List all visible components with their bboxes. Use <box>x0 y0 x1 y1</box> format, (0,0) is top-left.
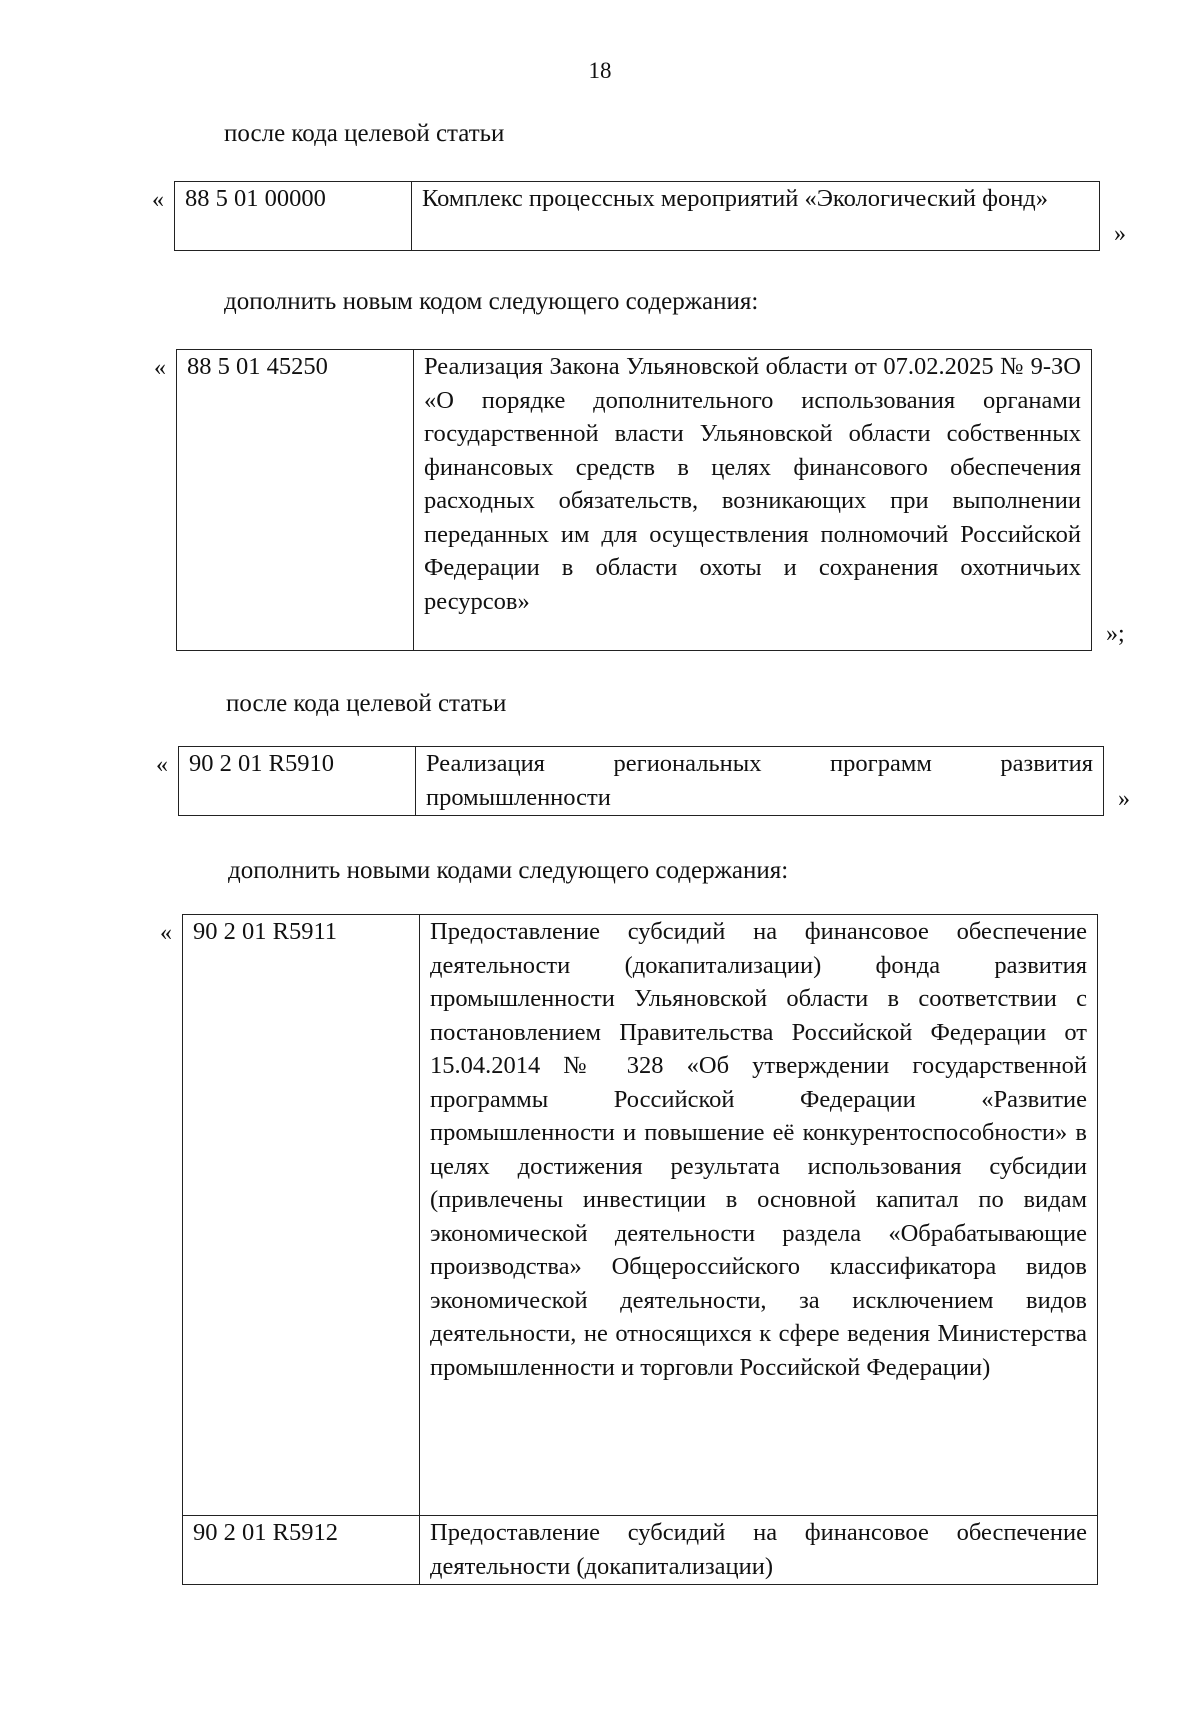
opening-quote: « <box>160 920 172 946</box>
table-row <box>177 350 1092 651</box>
code-table <box>182 914 1098 1585</box>
table-row <box>183 915 1098 1516</box>
code-table <box>178 746 1104 816</box>
closing-quote: »; <box>1106 621 1125 647</box>
closing-quote: » <box>1114 221 1126 247</box>
code-table-block <box>154 349 1125 651</box>
page-number: 18 <box>588 58 612 83</box>
description-text: Реализация региональных программ развития промышленности <box>426 750 1093 811</box>
opening-quote: « <box>152 187 164 213</box>
target-code: 90 2 01 R5910 <box>179 747 416 816</box>
code-table-block <box>156 746 1130 816</box>
code-description <box>416 747 1104 816</box>
description-text: Комплекс процессных мероприятий «Экологический фонд» <box>422 185 1049 212</box>
table-row <box>175 182 1100 251</box>
target-code: 90 2 01 R5911 <box>183 915 420 1516</box>
opening-quote: « <box>154 355 166 381</box>
table-row <box>179 747 1104 816</box>
closing-quote: » <box>1118 786 1130 812</box>
target-code: 88 5 01 45250 <box>177 350 414 651</box>
section-intro: после кода целевой статьи <box>226 690 507 717</box>
description-text: Реализация Закона Ульяновской области от 07.02.2025 № 9-ЗО «О порядке дополнительного использования органами государственной власти Ульяновской области собственных финансовых средств в целях финансового обеспечения расходных обязательств, возникающих при выполнении переданных им для осуществления полномочий Российской Федерации в области охоты и сохранения охотничьих ресурсов» <box>424 353 1081 615</box>
code-description <box>420 1516 1098 1585</box>
code-description <box>420 915 1098 1516</box>
section-intro: дополнить новыми кодами следующего содержания: <box>228 857 789 884</box>
opening-quote: « <box>156 752 168 778</box>
code-table-block <box>160 914 1098 1585</box>
section-intro: после кода целевой статьи <box>224 120 505 147</box>
code-description <box>414 350 1092 651</box>
description-text: Предоставление субсидий на финансовое обеспечение деятельности (докапитализации) <box>430 1519 1087 1580</box>
code-table <box>174 181 1100 251</box>
description-text: Предоставление субсидий на финансовое обеспечение деятельности (докапитализации) фонда развития промышленности Ульяновской области в соответствии с постановлением Правительства Российской Федерации от 15.04.2014 № 328 «Об утверждении государственной программы Российской Федерации «Развитие промышленности и повышение её конкурентоспособности» в целях достижения результата использования субсидии (привлечены инвестиции в основной капитал по видам экономической деятельности раздела «Обрабатывающие производства» Общероссийского классификатора видов экономической деятельности, за исключением видов деятельности, не относящихся к сфере ведения Министерства промышленности и торговли Российской Федерации) <box>430 918 1087 1381</box>
target-code: 88 5 01 00000 <box>175 182 412 251</box>
code-description <box>412 182 1100 251</box>
section-intro: дополнить новым кодом следующего содержания: <box>224 288 759 315</box>
code-table <box>176 349 1092 651</box>
target-code: 90 2 01 R5912 <box>183 1516 420 1585</box>
code-table-block <box>152 181 1126 251</box>
table-row <box>183 1516 1098 1585</box>
